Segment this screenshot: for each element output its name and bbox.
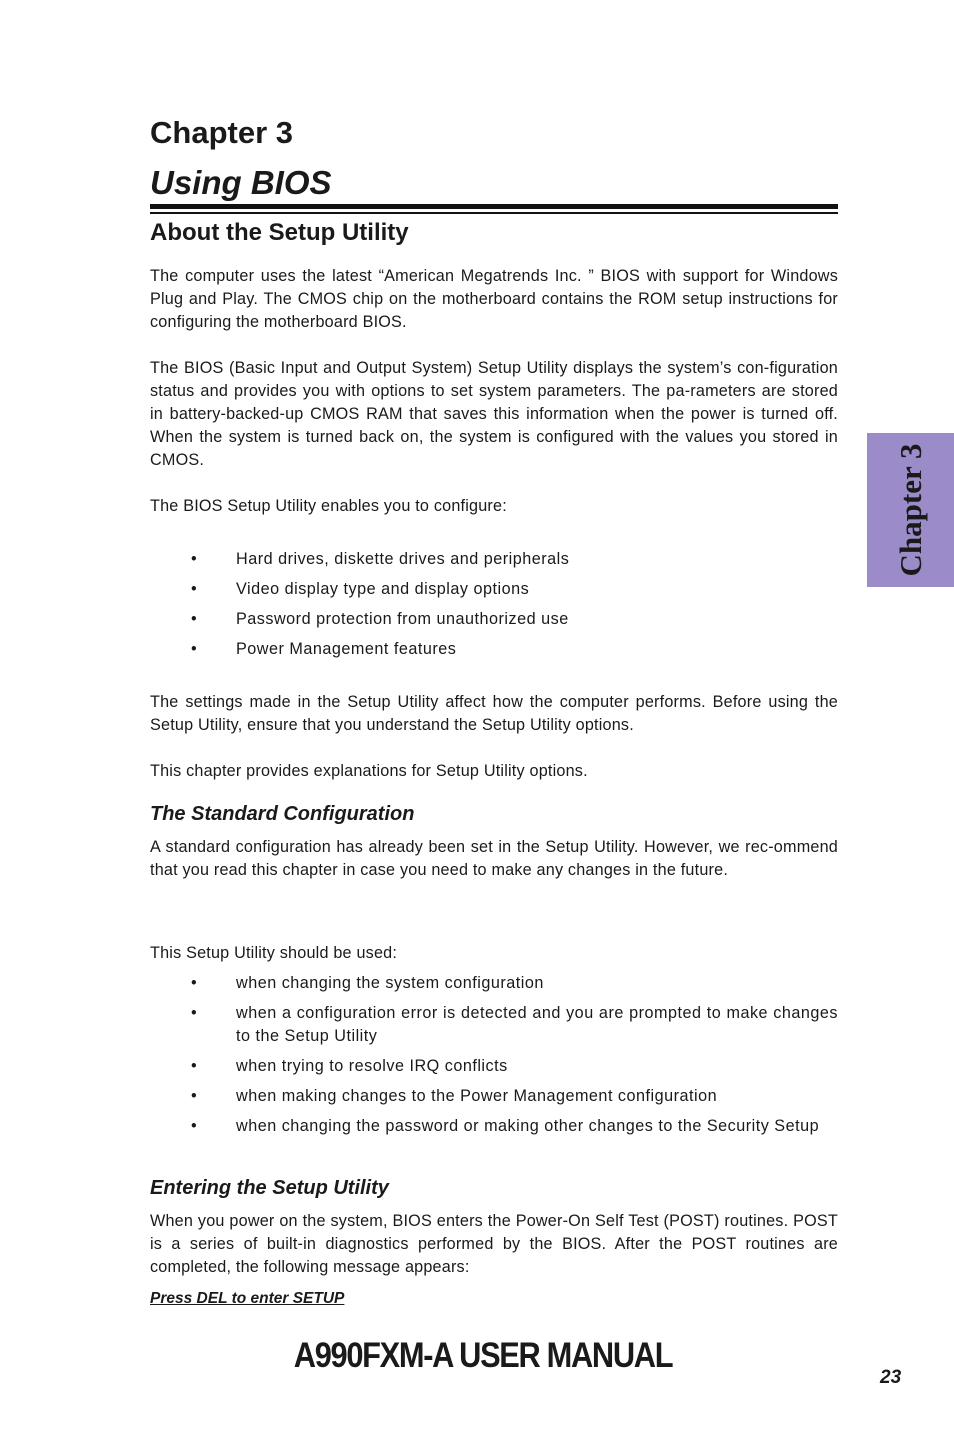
about-paragraph-5: This chapter provides explanations for Setup Utility options. [150, 762, 588, 780]
about-paragraph-1: The computer uses the latest “American Megatrends Inc. ” BIOS with support for Windows Plug and Play. The CMOS chip on the motherboard contains the ROM setup instructions for configuring the motherboard BIOS. [150, 267, 838, 331]
list-item-text: Password protection from unauthorized use [236, 610, 569, 628]
chapter-side-tab [867, 433, 954, 587]
list-item-text: Hard drives, diskette drives and peripherals [236, 550, 570, 568]
list-item [150, 972, 838, 995]
about-paragraph-3: The BIOS Setup Utility enables you to configure: [150, 497, 507, 515]
list-item [150, 1085, 838, 1108]
about-paragraph-4: The settings made in the Setup Utility affect how the computer performs. Before using the Setup Utility, ensure that you understand the Setup Utility options. [150, 693, 838, 734]
standard-paragraph-2: This Setup Utility should be used: [150, 944, 398, 962]
page-number: 23 [880, 1367, 902, 1388]
list-item-text: Video display type and display options [236, 580, 530, 598]
bullet-glyph: • [191, 1004, 198, 1022]
title-rule-thin [150, 212, 838, 214]
list-item-text: when trying to resolve IRQ conflicts [236, 1057, 508, 1075]
section-heading-standard: The Standard Configuration [150, 803, 415, 825]
list-item [150, 1055, 838, 1078]
list-item-text: when changing the password or making other changes to the Security Setup [236, 1117, 820, 1135]
list-item-text: when making changes to the Power Management configuration [236, 1087, 718, 1105]
bullet-glyph: • [191, 580, 198, 598]
bullet-glyph: • [191, 974, 198, 992]
list-item [150, 608, 838, 638]
chapter-side-tab-label: Chapter 3 [892, 443, 928, 577]
chapter-number: Chapter 3 [150, 115, 293, 150]
bullet-glyph: • [191, 610, 198, 628]
section-heading-entering: Entering the Setup Utility [150, 1177, 389, 1199]
section-heading-about: About the Setup Utility [150, 219, 409, 246]
list-item-text: when changing the system configuration [236, 974, 544, 992]
about-paragraph-2: The BIOS (Basic Input and Output System) Setup Utility displays the system’s con-figuration status and provides you with options to set system parameters. The pa-rameters are stored in battery-backed-up CMOS RAM that saves this information when the power is turned off. When the system is turned back on, the system is configured with the values you stored in CMOS. [150, 359, 838, 469]
list-item [150, 1115, 838, 1138]
entering-paragraph-1: When you power on the system, BIOS enters the Power-On Self Test (POST) routines. POST is a series of built-in diagnostics performed by the BIOS. After the POST routines are completed, the following message appears: [150, 1212, 838, 1276]
configure-list [150, 548, 838, 668]
bullet-glyph: • [191, 550, 198, 568]
list-item-text: when a configuration error is detected and you are prompted to make changes to the Setup Utility [236, 1004, 838, 1045]
bullet-glyph: • [191, 1117, 198, 1135]
chapter-title: Using BIOS [150, 164, 332, 201]
manual-title: A990FXM-A USER MANUAL [293, 1336, 673, 1375]
setup-command: Press DEL to enter SETUP [150, 1290, 345, 1307]
list-item [150, 1002, 838, 1048]
bullet-glyph: • [191, 640, 198, 658]
usage-list [150, 972, 838, 1145]
list-item [150, 638, 838, 668]
bullet-glyph: • [191, 1087, 198, 1105]
bullet-glyph: • [191, 1057, 198, 1075]
list-item-text: Power Management features [236, 640, 457, 658]
list-item [150, 548, 838, 578]
standard-paragraph-1: A standard configuration has already been set in the Setup Utility. However, we rec-ommend that you read this chapter in case you need to make any changes in the future. [150, 838, 838, 879]
title-rule-thick [150, 204, 838, 209]
list-item [150, 578, 838, 608]
